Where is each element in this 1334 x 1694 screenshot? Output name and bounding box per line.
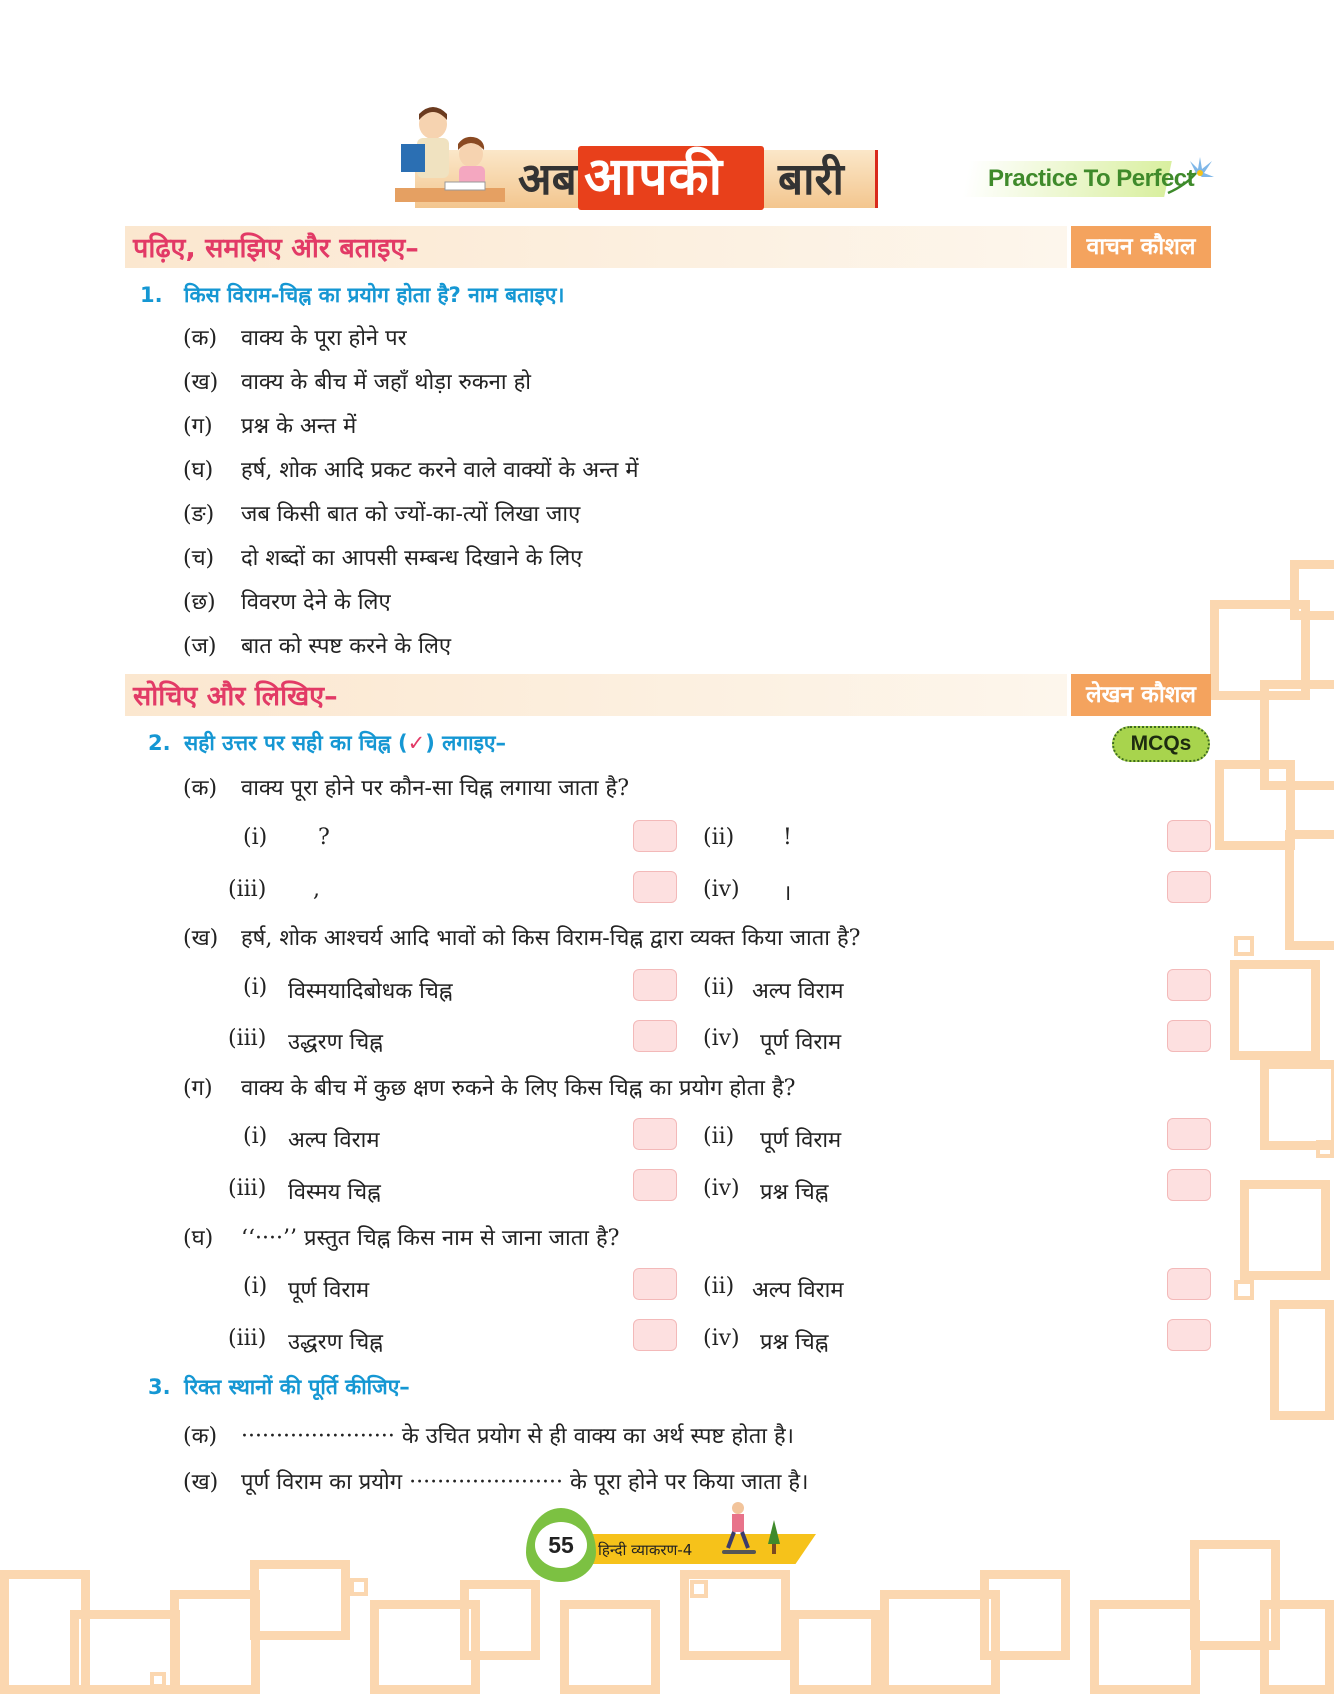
question-text-start: सही उत्तर पर सही का चिह्न ( [184, 731, 408, 755]
question-text: रिक्त स्थानों की पूर्ति कीजिए– [184, 1375, 410, 1399]
option-text: पूर्ण विराम [760, 1128, 842, 1153]
answer-checkbox[interactable] [633, 969, 677, 1001]
decorative-square [1285, 830, 1334, 950]
list-item [183, 630, 451, 660]
decorative-square [1240, 1180, 1330, 1280]
answer-checkbox[interactable] [633, 1020, 677, 1052]
mcq-badge: MCQs [1112, 726, 1210, 762]
item-text: जब किसी बात को ज्यों-का-त्यों लिखा जाए [241, 502, 581, 527]
skill-tag-reading: वाचन कौशल [1071, 226, 1211, 268]
option-number: (ii) [703, 975, 735, 1000]
item-text: प्रश्न के अन्त में [241, 414, 357, 439]
answer-checkbox[interactable] [633, 1268, 677, 1300]
section-title-writing: सोचिए और लिखिए– [133, 681, 338, 712]
option-text: अल्प विराम [288, 1128, 380, 1153]
answer-checkbox[interactable] [1167, 1268, 1211, 1300]
decorative-square [1215, 760, 1295, 850]
item-label: (च) [183, 546, 215, 571]
list-item [183, 498, 580, 528]
decorative-square [1270, 1300, 1334, 1420]
tick-mark-icon: ✓ [407, 731, 426, 755]
item-label: (क) [183, 1424, 218, 1449]
list-item [183, 454, 639, 484]
answer-checkbox[interactable] [633, 1169, 677, 1201]
question-text-end: ) लगाइए– [425, 731, 507, 755]
answer-checkbox[interactable] [1167, 820, 1211, 852]
option-number: (iv) [703, 1026, 740, 1051]
option-number: (iii) [228, 1176, 267, 1201]
option-number: (iv) [703, 1176, 740, 1201]
option-number: (i) [243, 825, 268, 850]
list-item [183, 542, 582, 572]
item-text: बात को स्पष्ट करने के लिए [241, 634, 452, 659]
flower-icon [1166, 155, 1216, 197]
skill-tag-writing: लेखन कौशल [1071, 674, 1211, 716]
decorative-square [1230, 960, 1320, 1060]
item-label: (ग) [183, 1076, 213, 1101]
item-label: (ज) [183, 634, 217, 659]
option-number: (ii) [703, 1124, 735, 1149]
option-number: (i) [243, 1124, 268, 1149]
decorative-square [460, 1580, 540, 1660]
question-number: 2. [148, 731, 171, 755]
mcq-question [183, 1072, 795, 1102]
decorative-square [350, 1578, 368, 1596]
book-title: हिन्दी व्याकरण-4 [598, 1541, 693, 1559]
mcq-question [183, 922, 860, 952]
header-title-part3: बारी [778, 154, 844, 205]
item-label: (क) [183, 326, 218, 351]
decorative-square [790, 1610, 880, 1694]
item-label: (ङ) [183, 502, 215, 527]
question-text [184, 729, 506, 757]
option-number: (i) [243, 1274, 268, 1299]
option-text: प्रश्न चिह्न [760, 1180, 829, 1205]
item-text: ······················ के उचित प्रयोग से ही वाक्य का अर्थ स्पष्ट होता है। [241, 1424, 795, 1449]
item-label: (छ) [183, 590, 216, 615]
option-number: (ii) [703, 1274, 735, 1299]
option-text: पूर्ण विराम [760, 1030, 842, 1055]
option-text: अल्प विराम [752, 1278, 844, 1303]
option-text: विस्मयादिबोधक चिह्न [288, 979, 453, 1004]
item-label: (ख) [183, 926, 219, 951]
decorative-square [1260, 1060, 1334, 1150]
option-number: (i) [243, 975, 268, 1000]
option-text: । [783, 881, 792, 906]
item-label: (घ) [183, 458, 214, 483]
option-number: (iv) [703, 877, 740, 902]
answer-checkbox[interactable] [1167, 969, 1211, 1001]
decorative-square [150, 1672, 166, 1688]
header-title-part2: आपकी [584, 147, 724, 207]
children-illustration [395, 102, 505, 210]
decorative-square [1234, 936, 1254, 956]
answer-checkbox[interactable] [633, 871, 677, 903]
answer-checkbox[interactable] [1167, 871, 1211, 903]
page-number: 55 [535, 1522, 587, 1568]
fill-in-blank-item [183, 1420, 794, 1450]
list-item [183, 586, 391, 616]
header-title-part1: अब [518, 154, 577, 205]
option-number: (iii) [228, 1026, 267, 1051]
list-item [183, 410, 356, 440]
item-text: वाक्य पूरा होने पर कौन-सा चिह्न लगाया जाता है? [241, 776, 630, 801]
option-number: (iv) [703, 1326, 740, 1351]
answer-checkbox[interactable] [1167, 1020, 1211, 1052]
decorative-square [1090, 1600, 1200, 1694]
option-text: प्रश्न चिह्न [760, 1330, 829, 1355]
option-number: (ii) [703, 825, 735, 850]
tagline: Practice To Perfect [988, 165, 1195, 192]
answer-checkbox[interactable] [1167, 1319, 1211, 1351]
fill-in-blank-item [183, 1466, 808, 1496]
item-text: वाक्य के बीच में जहाँ थोड़ा रुकना हो [241, 370, 531, 395]
question-text: किस विराम-चिह्न का प्रयोग होता है? नाम बताइए। [184, 283, 565, 307]
decorative-square [1234, 1280, 1254, 1300]
decorative-square [1316, 1140, 1334, 1158]
answer-checkbox[interactable] [633, 1118, 677, 1150]
item-text: विवरण देने के लिए [241, 590, 391, 615]
option-number: (iii) [228, 1326, 267, 1351]
item-label: (घ) [183, 1226, 214, 1251]
option-text: उद्धरण चिह्न [288, 1330, 383, 1355]
decorative-square [250, 1560, 350, 1640]
option-text: अल्प विराम [752, 979, 844, 1004]
list-item [183, 366, 531, 396]
item-label: (ख) [183, 370, 219, 395]
answer-checkbox[interactable] [633, 1319, 677, 1351]
question-number: 1. [140, 283, 163, 307]
option-text: ! [783, 825, 792, 850]
item-label: (ग) [183, 414, 213, 439]
decorative-square [980, 1570, 1070, 1660]
option-text: ? [318, 825, 330, 850]
item-text: दो शब्दों का आपसी सम्बन्ध दिखाने के लिए [241, 546, 583, 571]
mcq-question [183, 772, 629, 802]
list-item [183, 322, 407, 352]
decorative-square [690, 1580, 708, 1598]
item-text: पूर्ण विराम का प्रयोग ······················ के पूरा होने पर किया जाता है। [241, 1470, 809, 1495]
answer-checkbox[interactable] [1167, 1169, 1211, 1201]
item-label: (क) [183, 776, 218, 801]
item-text: ‘‘····’’ प्रस्तुत चिह्न किस नाम से जाना जाता है? [241, 1226, 620, 1251]
skater-icon [718, 1500, 790, 1566]
answer-checkbox[interactable] [1167, 1118, 1211, 1150]
option-text: पूर्ण विराम [288, 1278, 370, 1303]
question-number: 3. [148, 1375, 171, 1399]
item-text: हर्ष, शोक आदि प्रकट करने वाले वाक्यों के अन्त में [241, 458, 639, 483]
item-text: वाक्य के बीच में कुछ क्षण रुकने के लिए किस चिह्न का प्रयोग होता है? [241, 1076, 796, 1101]
item-text: हर्ष, शोक आश्चर्य आदि भावों को किस विराम-चिह्न द्वारा व्यक्त किया जाता है? [241, 926, 861, 951]
decorative-square [560, 1600, 660, 1694]
option-text: , [313, 877, 320, 902]
answer-checkbox[interactable] [633, 820, 677, 852]
decorative-square [170, 1590, 260, 1694]
mcq-question [183, 1222, 619, 1252]
item-label: (ख) [183, 1470, 219, 1495]
decorative-square [1260, 1600, 1334, 1694]
option-number: (iii) [228, 877, 267, 902]
option-text: उद्धरण चिह्न [288, 1030, 383, 1055]
option-text: विस्मय चिह्न [288, 1180, 381, 1205]
item-text: वाक्य के पूरा होने पर [241, 326, 407, 351]
section-title-reading: पढ़िए, समझिए और बताइए– [133, 233, 419, 264]
